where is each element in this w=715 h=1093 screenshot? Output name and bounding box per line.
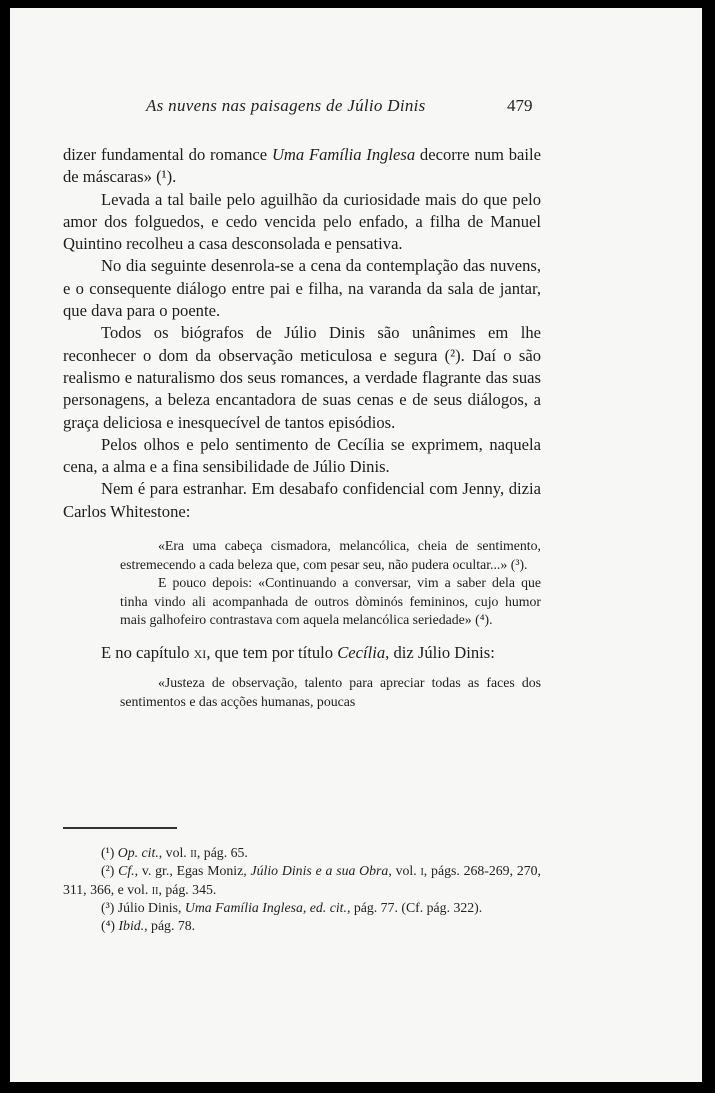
paragraph: Nem é para estranhar. Em desabafo confidencial com Jenny, dizia Carlos Whitestone: xyxy=(63,479,541,521)
page-header xyxy=(10,96,702,118)
footnote: (¹) Op. cit., vol. ii, pág. 65. xyxy=(101,845,248,860)
quote-paragraph: «Justeza de observação, talento para apreciar todas as faces dos sentimentos e das acções humanas, poucas xyxy=(120,675,541,709)
paragraph: dizer fundamental do romance Uma Família Inglesa decorre num baile de máscaras» (¹). xyxy=(63,145,541,187)
quote-paragraph: E pouco depois: «Continuando a conversar, vim a saber dela que tinha vindo ali acompanhada de outros dòminós femininos, cujo humor mais galhofeiro contrastava com aquela melancólica seriedade» (⁴). xyxy=(120,575,541,628)
block-quote xyxy=(63,674,541,711)
book-page xyxy=(10,8,702,1082)
paragraph: Todos os biógrafos de Júlio Dinis são unânimes em lhe reconhecer o dom da observação meticulosa e segura (²). Daí o são realismo e naturalismo dos seus romances, a verdade flagrante das suas personagens, a beleza encantadora de suas cenas e de seus diálogos, a graça deliciosa e inesquecível de tantos episódios. xyxy=(63,323,541,432)
paragraph: Pelos olhos e pelo sentimento de Cecília se exprimem, naquela cena, a alma e a fina sensibilidade de Júlio Dinis. xyxy=(63,434,541,477)
paragraph: Levada a tal baile pelo aguilhão da curiosidade mais do que pelo amor dos folguedos, e cedo vencida pelo enfado, a filha de Manuel Quintino recolheu a casa desconsolada e pensativa. xyxy=(63,189,541,254)
block-quote xyxy=(63,537,541,630)
running-title: As nuvens nas paisagens de Júlio Dinis xyxy=(146,96,426,115)
footnote: (²) Cf., v. gr., Egas Moniz, Júlio Dinis e a sua Obra, vol. i, págs. 268-269, 270, 311, 366, e vol. ii, pág. 345. xyxy=(63,863,541,897)
book-title: Uma Família Inglesa xyxy=(271,145,416,164)
paragraph: No dia seguinte desenrola-se a cena da contemplação das nuvens, e o consequente diálogo entre pai e filha, na varanda da sala de jantar, que dava para o poente. xyxy=(63,256,541,321)
footnote: (⁴) Ibid., pág. 78. xyxy=(101,918,196,934)
paragraph: E no capítulo xi, que tem por título Cecília, diz Júlio Dinis: xyxy=(101,643,495,663)
body-text xyxy=(63,144,541,712)
footnote-rule xyxy=(63,827,177,829)
quote-paragraph: «Era uma cabeça cismadora, melancólica, cheia de sentimento, estremecendo a cada beleza que, com pesar seu, não pudera ocultar...» (³). xyxy=(120,538,541,572)
footnotes xyxy=(63,844,541,935)
page-number: 479 xyxy=(507,96,533,115)
footnote: (³) Júlio Dinis, Uma Família Inglesa, ed. cit., pág. 77. (Cf. pág. 322). xyxy=(101,899,483,915)
